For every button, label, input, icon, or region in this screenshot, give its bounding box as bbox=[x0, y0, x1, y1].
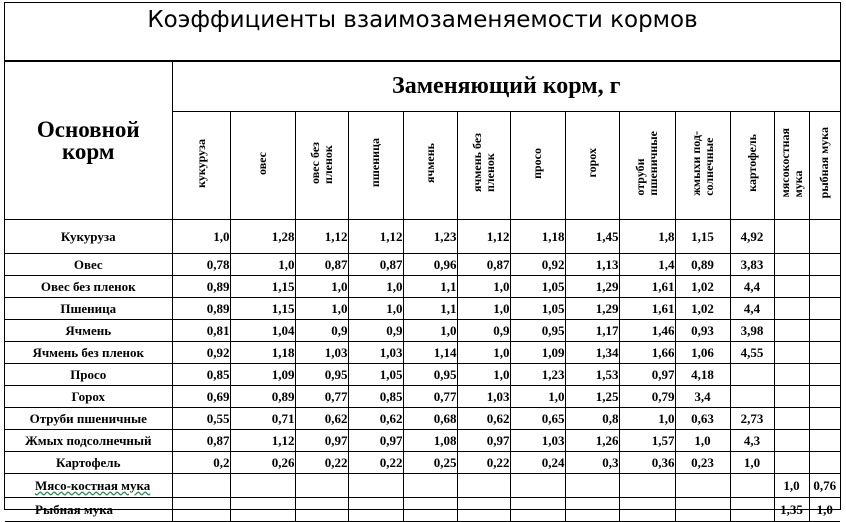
column-header-label: отруби пшеничные bbox=[633, 130, 660, 196]
row-feed-name bbox=[5, 342, 172, 364]
coefficient-cell bbox=[774, 364, 809, 386]
row-feed-name-label: Отруби пшеничные bbox=[29, 410, 147, 426]
coefficient-cell: 1,53 bbox=[565, 364, 619, 386]
coefficient-cell bbox=[675, 498, 730, 522]
coefficient-cell bbox=[809, 430, 840, 452]
coefficient-cell: 1,66 bbox=[619, 342, 675, 364]
coefficient-cell: 0,95 bbox=[295, 364, 348, 386]
row-feed-name bbox=[5, 220, 172, 254]
table-row bbox=[5, 408, 840, 430]
coefficient-cell bbox=[774, 276, 809, 298]
coefficient-cell bbox=[403, 498, 457, 522]
coefficient-cell: 1,0 bbox=[295, 298, 348, 320]
coefficient-cell: 0,76 bbox=[809, 474, 840, 498]
coefficient-cell: 1,0 bbox=[457, 298, 510, 320]
coefficient-cell: 0,93 bbox=[675, 320, 730, 342]
coefficient-cell: 1,05 bbox=[348, 364, 403, 386]
coefficient-cell: 1,1 bbox=[403, 276, 457, 298]
column-header-label: овес bbox=[255, 151, 269, 175]
coefficient-cell bbox=[809, 364, 840, 386]
column-header bbox=[230, 112, 295, 220]
coefficient-cell: 0,81 bbox=[172, 320, 230, 342]
coefficient-cell: 0,87 bbox=[295, 254, 348, 276]
coefficient-cell: 0,36 bbox=[619, 452, 675, 474]
coefficient-cell: 0,9 bbox=[348, 320, 403, 342]
coefficient-cell bbox=[730, 364, 774, 386]
main-feed-header bbox=[5, 62, 172, 220]
coefficient-cell: 0,68 bbox=[403, 408, 457, 430]
coefficient-cell: 1,0 bbox=[403, 320, 457, 342]
column-header-label: овес без пленок bbox=[307, 142, 335, 184]
coefficient-cell bbox=[295, 474, 348, 498]
coefficient-cell: 0,78 bbox=[172, 254, 230, 276]
coefficient-cell bbox=[230, 474, 295, 498]
table-row bbox=[5, 452, 840, 474]
coefficient-cell: 1,18 bbox=[230, 342, 295, 364]
coefficient-cell: 1,0 bbox=[230, 254, 295, 276]
coefficient-cell: 0,25 bbox=[403, 452, 457, 474]
coefficient-cell: 0,3 bbox=[565, 452, 619, 474]
coefficient-cell: 1,0 bbox=[510, 386, 565, 408]
coefficient-cell: 1,02 bbox=[675, 298, 730, 320]
coefficient-cell: 0,63 bbox=[675, 408, 730, 430]
coefficient-cell: 1,45 bbox=[565, 220, 619, 254]
row-feed-name-label: Пшеница bbox=[60, 300, 117, 316]
coefficient-cell: 1,35 bbox=[774, 498, 809, 522]
coefficient-cell: 0,97 bbox=[457, 430, 510, 452]
coefficient-cell: 1,34 bbox=[565, 342, 619, 364]
coefficient-cell: 0,22 bbox=[295, 452, 348, 474]
column-header-label: ячмень без пленок bbox=[469, 133, 497, 193]
coefficient-cell: 1,04 bbox=[230, 320, 295, 342]
coefficient-cell bbox=[809, 254, 840, 276]
coefficient-cell: 1,0 bbox=[348, 276, 403, 298]
coefficient-cell: 0,77 bbox=[295, 386, 348, 408]
coefficient-cell: 0,9 bbox=[295, 320, 348, 342]
coefficient-cell: 4,55 bbox=[730, 342, 774, 364]
column-header bbox=[295, 112, 348, 220]
coefficient-cell: 4,92 bbox=[730, 220, 774, 254]
coefficient-cell bbox=[809, 408, 840, 430]
row-feed-name-label: Жмых подсолнечный bbox=[24, 432, 152, 448]
column-header-label: ячмень bbox=[422, 142, 437, 184]
coefficient-cell bbox=[348, 474, 403, 498]
coefficient-cell: 1,12 bbox=[230, 430, 295, 452]
coefficient-cell: 0,62 bbox=[348, 408, 403, 430]
coefficient-cell: 1,0 bbox=[457, 276, 510, 298]
column-header bbox=[565, 112, 619, 220]
table-row bbox=[5, 320, 840, 342]
table-row bbox=[5, 498, 840, 522]
coefficient-cell: 1,03 bbox=[510, 430, 565, 452]
column-header bbox=[510, 112, 565, 220]
row-feed-name-label: Просо bbox=[70, 366, 107, 382]
coefficient-cell: 1,05 bbox=[510, 298, 565, 320]
coefficient-cell: 1,08 bbox=[403, 430, 457, 452]
coefficient-cell bbox=[809, 276, 840, 298]
coefficient-cell: 0,85 bbox=[172, 364, 230, 386]
coefficient-cell bbox=[774, 386, 809, 408]
row-feed-name bbox=[5, 276, 172, 298]
column-header bbox=[348, 112, 403, 220]
coefficient-cell: 0,97 bbox=[295, 430, 348, 452]
coefficient-cell: 0,89 bbox=[675, 254, 730, 276]
coefficient-cell: 1,13 bbox=[565, 254, 619, 276]
coefficient-cell bbox=[809, 298, 840, 320]
row-feed-name bbox=[5, 320, 172, 342]
column-header-label: пшеница bbox=[368, 138, 382, 188]
column-header bbox=[730, 112, 774, 220]
substitute-feed-label: Заменяющий корм, г bbox=[392, 73, 621, 99]
table-row bbox=[5, 220, 840, 254]
row-feed-name-label: Горох bbox=[71, 388, 106, 404]
substitute-feed-header bbox=[172, 62, 840, 112]
coefficient-cell bbox=[774, 220, 809, 254]
row-feed-name-label: Картофель bbox=[56, 454, 121, 470]
column-header-label: картофель bbox=[744, 134, 759, 192]
coefficient-cell: 1,03 bbox=[457, 386, 510, 408]
coefficient-cell: 0,87 bbox=[348, 254, 403, 276]
coefficient-cell: 1,05 bbox=[510, 276, 565, 298]
coefficient-cell: 0,87 bbox=[172, 430, 230, 452]
coefficient-cell: 1,06 bbox=[675, 342, 730, 364]
coefficient-cell: 0,8 bbox=[565, 408, 619, 430]
page-title: Коэффициенты взаимозаменяемости кормов bbox=[5, 3, 840, 61]
coefficient-cell: 1,12 bbox=[348, 220, 403, 254]
column-header bbox=[619, 112, 675, 220]
coefficient-cell: 1,0 bbox=[774, 474, 809, 498]
row-feed-name bbox=[5, 430, 172, 452]
coefficient-cell: 1,0 bbox=[348, 298, 403, 320]
coefficient-cell bbox=[348, 498, 403, 522]
coefficient-cell: 3,4 bbox=[675, 386, 730, 408]
coefficient-cell bbox=[774, 408, 809, 430]
coefficient-cell: 0,2 bbox=[172, 452, 230, 474]
coefficient-cell bbox=[809, 386, 840, 408]
coefficient-cell: 1,61 bbox=[619, 298, 675, 320]
row-feed-name bbox=[5, 254, 172, 276]
coefficient-cell: 1,23 bbox=[510, 364, 565, 386]
coefficient-cell bbox=[510, 498, 565, 522]
coefficient-cell: 1,4 bbox=[619, 254, 675, 276]
coefficient-cell bbox=[809, 342, 840, 364]
coefficient-cell bbox=[172, 474, 230, 498]
coefficient-cell: 1,0 bbox=[172, 220, 230, 254]
coefficient-cell: 0,96 bbox=[403, 254, 457, 276]
coefficient-cell: 3,98 bbox=[730, 320, 774, 342]
coefficient-cell: 4,4 bbox=[730, 276, 774, 298]
coefficient-cell bbox=[565, 498, 619, 522]
coefficient-cell: 1,09 bbox=[510, 342, 565, 364]
coefficient-cell: 0,77 bbox=[403, 386, 457, 408]
coefficient-cell: 0,89 bbox=[172, 298, 230, 320]
coefficient-cell: 0,24 bbox=[510, 452, 565, 474]
coefficient-cell: 1,29 bbox=[565, 298, 619, 320]
coefficient-cell: 1,8 bbox=[619, 220, 675, 254]
coefficient-cell bbox=[774, 452, 809, 474]
column-header-label: горох bbox=[584, 148, 599, 178]
coefficient-cell: 4,4 bbox=[730, 298, 774, 320]
coefficient-cell: 0,89 bbox=[172, 276, 230, 298]
coefficient-cell: 0,22 bbox=[457, 452, 510, 474]
coefficient-cell bbox=[510, 474, 565, 498]
row-feed-name-label: Мясо-костная мука bbox=[35, 477, 151, 493]
row-feed-name bbox=[5, 298, 172, 320]
coefficient-cell bbox=[730, 498, 774, 522]
column-header bbox=[809, 112, 840, 220]
coefficient-cell bbox=[565, 474, 619, 498]
coefficient-cell: 1,61 bbox=[619, 276, 675, 298]
coefficient-cell bbox=[675, 474, 730, 498]
coefficient-cell bbox=[730, 474, 774, 498]
coefficient-cell bbox=[774, 320, 809, 342]
coefficient-cell: 1,1 bbox=[403, 298, 457, 320]
coefficient-cell: 0,9 bbox=[457, 320, 510, 342]
coefficient-cell: 1,23 bbox=[403, 220, 457, 254]
coefficient-cell: 0,85 bbox=[348, 386, 403, 408]
row-feed-name-label: Кукуруза bbox=[60, 228, 116, 244]
coefficient-cell bbox=[774, 342, 809, 364]
coefficient-cell: 1,0 bbox=[730, 452, 774, 474]
coefficient-cell: 0,26 bbox=[230, 452, 295, 474]
table-row bbox=[5, 364, 840, 386]
coefficient-cell: 1,46 bbox=[619, 320, 675, 342]
coefficient-cell bbox=[809, 320, 840, 342]
coefficient-cell: 0,92 bbox=[172, 342, 230, 364]
table-row bbox=[5, 342, 840, 364]
coefficient-cell: 1,18 bbox=[510, 220, 565, 254]
coefficient-cell: 1,0 bbox=[295, 276, 348, 298]
coefficient-cell: 1,14 bbox=[403, 342, 457, 364]
table-row bbox=[5, 430, 840, 452]
coefficient-cell: 0,23 bbox=[675, 452, 730, 474]
coefficient-cell: 0,95 bbox=[510, 320, 565, 342]
coefficient-sheet bbox=[4, 2, 841, 517]
coefficient-cell: 0,62 bbox=[295, 408, 348, 430]
coefficient-cell bbox=[457, 474, 510, 498]
column-header bbox=[457, 112, 510, 220]
coefficient-cell: 1,17 bbox=[565, 320, 619, 342]
coefficient-cell: 0,87 bbox=[457, 254, 510, 276]
coefficient-cell: 0,71 bbox=[230, 408, 295, 430]
coefficient-cell: 0,97 bbox=[348, 430, 403, 452]
coefficient-cell: 1,03 bbox=[348, 342, 403, 364]
coefficient-cell: 4,18 bbox=[675, 364, 730, 386]
coefficient-cell bbox=[172, 498, 230, 522]
coefficient-cell bbox=[730, 386, 774, 408]
row-feed-name bbox=[5, 408, 172, 430]
coefficient-cell: 0,22 bbox=[348, 452, 403, 474]
table-row bbox=[5, 474, 840, 498]
row-feed-name bbox=[5, 364, 172, 386]
coefficient-table bbox=[5, 61, 840, 522]
coefficient-cell: 1,02 bbox=[675, 276, 730, 298]
coefficient-cell bbox=[295, 498, 348, 522]
coefficient-cell: 1,03 bbox=[295, 342, 348, 364]
column-header-label: мясокостная мука bbox=[777, 128, 805, 198]
coefficient-cell: 0,79 bbox=[619, 386, 675, 408]
row-feed-name-label: Ячмень без пленок bbox=[32, 344, 145, 360]
coefficient-cell bbox=[403, 474, 457, 498]
coefficient-cell bbox=[457, 498, 510, 522]
table-row bbox=[5, 298, 840, 320]
row-feed-name bbox=[5, 452, 172, 474]
column-header-label: кукуруза bbox=[193, 138, 208, 188]
coefficient-cell: 3,83 bbox=[730, 254, 774, 276]
coefficient-cell bbox=[809, 452, 840, 474]
coefficient-cell: 0,55 bbox=[172, 408, 230, 430]
coefficient-cell bbox=[230, 498, 295, 522]
column-header-label: жмыхи под- солнечные bbox=[688, 130, 716, 196]
coefficient-cell: 1,0 bbox=[457, 364, 510, 386]
coefficient-cell: 1,12 bbox=[295, 220, 348, 254]
coefficient-cell: 1,28 bbox=[230, 220, 295, 254]
row-feed-name bbox=[5, 474, 172, 498]
column-header-label: рыбная мука bbox=[817, 127, 832, 199]
coefficient-cell: 1,15 bbox=[675, 220, 730, 254]
column-header-label: просо bbox=[530, 147, 544, 179]
coefficient-cell: 0,69 bbox=[172, 386, 230, 408]
coefficient-cell: 0,97 bbox=[619, 364, 675, 386]
table-row bbox=[5, 254, 840, 276]
main-feed-label: Основной корм bbox=[36, 116, 140, 164]
coefficient-cell: 1,0 bbox=[457, 342, 510, 364]
coefficient-cell: 0,65 bbox=[510, 408, 565, 430]
coefficient-cell: 1,15 bbox=[230, 276, 295, 298]
coefficient-cell bbox=[774, 430, 809, 452]
coefficient-cell: 1,15 bbox=[230, 298, 295, 320]
coefficient-cell: 1,25 bbox=[565, 386, 619, 408]
row-feed-name-label: Овес без пленок bbox=[40, 278, 136, 294]
coefficient-cell bbox=[809, 220, 840, 254]
coefficient-cell: 1,57 bbox=[619, 430, 675, 452]
coefficient-cell: 2,73 bbox=[730, 408, 774, 430]
table-row bbox=[5, 276, 840, 298]
row-feed-name bbox=[5, 386, 172, 408]
coefficient-cell: 1,29 bbox=[565, 276, 619, 298]
row-feed-name-label: Рыбная мука bbox=[35, 501, 114, 517]
coefficient-cell: 1,26 bbox=[565, 430, 619, 452]
column-header bbox=[774, 112, 809, 220]
coefficient-cell: 0,89 bbox=[230, 386, 295, 408]
coefficient-cell: 1,0 bbox=[675, 430, 730, 452]
coefficient-cell bbox=[774, 254, 809, 276]
row-feed-name-label: Ячмень bbox=[65, 322, 112, 338]
coefficient-cell: 1,09 bbox=[230, 364, 295, 386]
table-row bbox=[5, 386, 840, 408]
row-feed-name-label: Овес bbox=[73, 256, 103, 272]
coefficient-cell bbox=[619, 474, 675, 498]
column-header bbox=[172, 112, 230, 220]
column-header bbox=[675, 112, 730, 220]
coefficient-cell: 0,62 bbox=[457, 408, 510, 430]
coefficient-cell: 4,3 bbox=[730, 430, 774, 452]
coefficient-cell: 1,0 bbox=[619, 408, 675, 430]
row-feed-name bbox=[5, 498, 172, 522]
column-header bbox=[403, 112, 457, 220]
coefficient-cell bbox=[774, 298, 809, 320]
coefficient-cell: 0,92 bbox=[510, 254, 565, 276]
coefficient-cell: 0,95 bbox=[403, 364, 457, 386]
coefficient-cell: 1,12 bbox=[457, 220, 510, 254]
coefficient-cell bbox=[619, 498, 675, 522]
coefficient-cell: 1,0 bbox=[809, 498, 840, 522]
